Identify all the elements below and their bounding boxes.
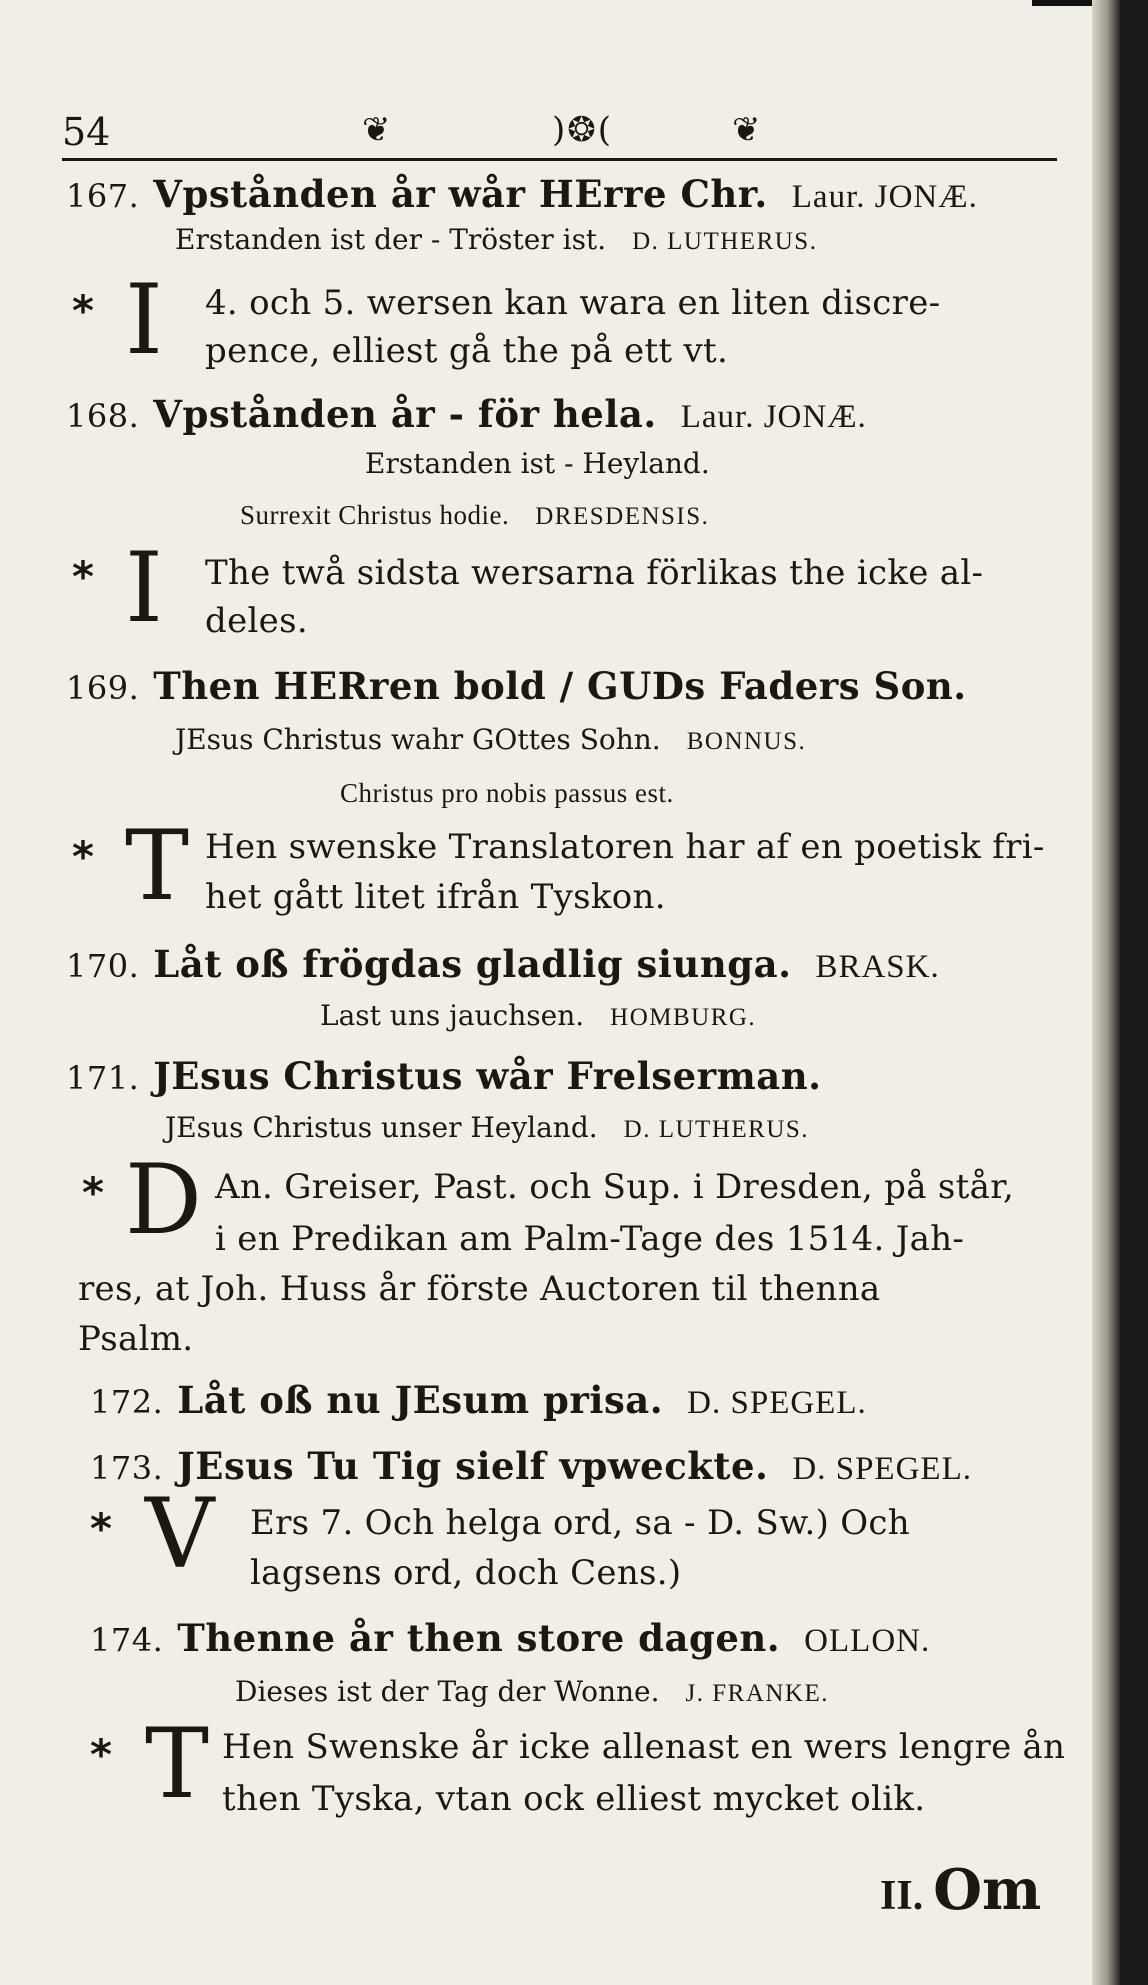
note-line: 4. och 5. wersen kan wara en liten discre- (205, 283, 941, 323)
hymn-number: 174. (90, 1621, 164, 1659)
german-original-168 (365, 447, 710, 480)
german-original-170 (320, 999, 757, 1032)
german-original-174 (235, 1675, 830, 1708)
hymn-entry-167 (66, 172, 978, 216)
hymn-title: Thenne år then store dagen. (177, 1616, 781, 1660)
catchword (880, 1857, 1042, 1923)
note-line: then Tyska, vtan ock elliest mycket olik. (222, 1779, 926, 1819)
latin-original-168 (240, 502, 709, 529)
hymn-entry-171 (66, 1054, 822, 1098)
original-source: D. LUTHERUS. (632, 228, 818, 255)
hymn-entry-168 (66, 392, 867, 436)
original-title: JEsus Christus wahr GOttes Sohn. (175, 723, 661, 756)
german-original-167 (175, 223, 818, 256)
note-line: The twå sidsta wersarna förlikas the icke al- (205, 553, 984, 593)
ornament-right: ❦ (732, 110, 763, 150)
drop-initial: I (125, 264, 163, 376)
drop-initial: I (125, 532, 163, 644)
original-source: J. FRANKE. (685, 1680, 830, 1707)
note-line: pence, elliest gå the på ett vt. (205, 331, 729, 371)
note-line: Hen swenske Translatoren har af en poetisk fri- (205, 827, 1045, 867)
hymn-number: 169. (66, 669, 140, 707)
note-line: res, at Joh. Huss år förste Auctoren til thenna (78, 1269, 881, 1309)
catchword-text: Om (933, 1857, 1042, 1923)
note-line: An. Greiser, Past. och Sup. i Dresden, på står, (215, 1167, 1015, 1207)
ornament-center: )❂( (552, 110, 614, 150)
head-rule (62, 158, 1057, 161)
hymn-entry-170 (66, 942, 940, 986)
original-title: Surrexit Christus hodie. (240, 500, 510, 530)
hymn-number: 173. (90, 1449, 164, 1487)
note-line: lagsens ord, doch Cens.) (250, 1553, 682, 1593)
page-edge-mark (1032, 0, 1092, 6)
hymn-entry-172 (90, 1378, 867, 1422)
original-title: Erstanden ist der - Tröster ist. (175, 223, 607, 256)
drop-initial: V (145, 1478, 215, 1590)
original-source: D. LUTHERUS. (623, 1116, 810, 1143)
hymn-author: OLLON. (804, 1623, 931, 1659)
note-asterisk: * (82, 1168, 104, 1217)
running-head (62, 100, 1057, 160)
drop-initial: T (145, 1708, 210, 1820)
hymn-number: 172. (90, 1383, 164, 1421)
latin-original-169 (340, 780, 674, 807)
note-line: i en Predikan am Palm-Tage des 1514. Jah- (215, 1219, 965, 1259)
hymn-author: Laur. JONÆ. (791, 179, 978, 215)
ornament-left: ❦ (362, 110, 393, 150)
note-line: Psalm. (78, 1319, 194, 1359)
hymn-title: Vpstånden år wår HErre Chr. (153, 172, 768, 216)
original-title: Dieses ist der Tag der Wonne. (235, 1675, 660, 1708)
drop-initial: T (125, 810, 190, 922)
hymn-number: 170. (66, 947, 140, 985)
note-asterisk: * (72, 552, 94, 601)
note-asterisk: * (90, 1504, 112, 1553)
german-original-171 (165, 1111, 810, 1144)
note-line: het gått litet ifrån Tyskon. (205, 877, 666, 917)
drop-initial: D (125, 1144, 202, 1256)
original-title: Last uns jauchsen. (320, 999, 585, 1032)
hymn-author: D. SPEGEL. (687, 1385, 867, 1421)
hymn-author: D. SPEGEL. (792, 1451, 972, 1487)
note-asterisk: * (72, 286, 94, 335)
hymn-title: JEsus Christus wår Frelserman. (153, 1054, 822, 1098)
binding-gutter (1092, 0, 1120, 1985)
hymn-title: Then HERren bold / GUDs Faders Son. (153, 664, 967, 708)
hymn-entry-169 (66, 664, 967, 708)
note-asterisk: * (72, 832, 94, 881)
hymn-title: Vpstånden år - för hela. (153, 392, 657, 436)
note-line: Hen Swenske år icke allenast en wers lengre ån (222, 1727, 1066, 1767)
hymn-number: 171. (66, 1059, 140, 1097)
hymn-title: JEsus Tu Tig sielf vpweckte. (177, 1444, 769, 1488)
note-line: Ers 7. Och helga ord, sa - D. Sw.) Och (250, 1503, 910, 1543)
hymn-author: BRASK. (815, 949, 940, 985)
hymn-title: Låt oß nu JEsum prisa. (177, 1378, 664, 1422)
note-line: deles. (205, 601, 308, 641)
german-original-169 (175, 723, 807, 756)
original-title: Christus pro nobis passus est. (340, 778, 674, 808)
hymn-author: Laur. JONÆ. (680, 399, 867, 435)
original-source: DRESDENSIS. (535, 503, 710, 530)
original-source: BONNUS. (686, 728, 807, 755)
note-asterisk: * (90, 1730, 112, 1779)
original-title: Erstanden ist - Heyland. (365, 447, 710, 480)
page-number: 54 (62, 110, 111, 154)
signature-mark: II. (880, 1873, 924, 1919)
hymn-title: Låt oß frögdas gladlig siunga. (153, 942, 792, 986)
hymn-entry-173 (90, 1444, 972, 1488)
hymn-entry-174 (90, 1616, 931, 1660)
hymn-number: 167. (66, 177, 140, 215)
hymn-number: 168. (66, 397, 140, 435)
original-source: HOMBURG. (610, 1004, 757, 1031)
original-title: JEsus Christus unser Heyland. (165, 1111, 598, 1144)
